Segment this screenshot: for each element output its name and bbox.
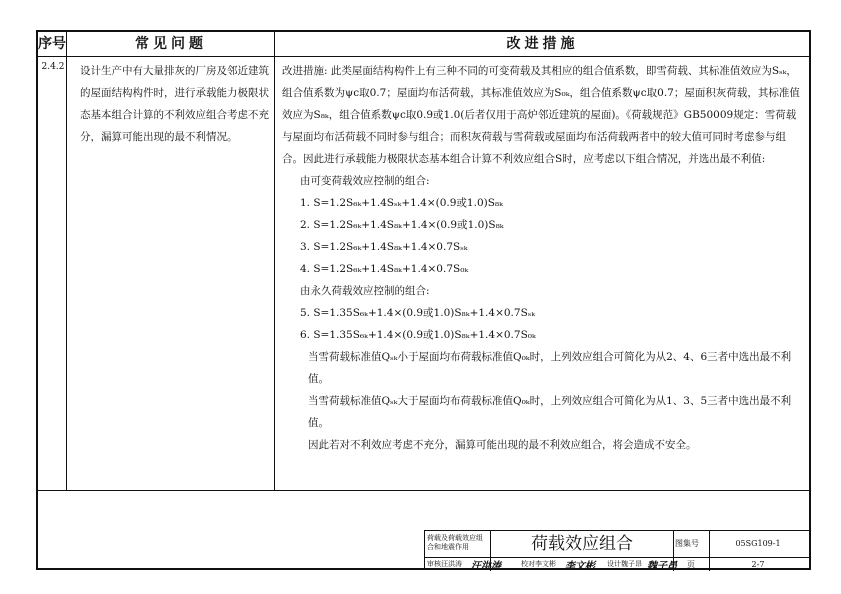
header-measures: 改进措施 — [506, 36, 579, 52]
designer-name: 魏子昂 — [621, 560, 642, 568]
reviewer-name: 汪洪涛 — [441, 560, 462, 568]
page-label: 页 — [687, 560, 695, 569]
title-block — [424, 530, 809, 570]
measure-paragraph: 3. S=1.2S₆ₖ+1.4S₈ₖ+1.4×0.7Sₛₖ — [300, 241, 468, 253]
header-problem: 常见问题 — [135, 36, 207, 52]
measures-text — [282, 60, 802, 456]
measure-paragraph: 4. S=1.2S₆ₖ+1.4S₈ₖ+1.4×0.7S₀ₖ — [300, 263, 469, 275]
table-header — [38, 32, 809, 57]
measure-paragraph: 因此若对不利效应考虑不充分，漏算可能出现的最不利效应组合，将会造成不安全。 — [308, 439, 697, 451]
row-number: 2.4.2 — [41, 62, 65, 72]
problem-text: 设计生产中有大量排灰的厂房及邻近建筑的屋面结构构件时，进行承载能力极限状态基本组合计算的不利效应组合考虑不充分，漏算可能出现的最不利情况。 — [80, 65, 269, 143]
measure-paragraph: 6. S=1.35S₆ₖ+1.4×(0.9或1.0)S₈ₖ+1.4×0.7S₀ₖ — [300, 329, 536, 341]
review-label: 审核 — [427, 560, 441, 568]
table-bottom-line — [38, 490, 809, 491]
checker-name: 李文彬 — [535, 560, 556, 568]
drawing-title: 荷载效应组合 — [531, 534, 633, 554]
measure-paragraph: 改进措施: 此类屋面结构构件上有三种不同的可变荷载及其相应的组合值系数，即雪荷载、其标准值效应为Sₛₖ，组合值系数为ψc取0.7；屋面均布活荷载，其标准值效应为S₀ₖ，组合值系数ψc取0.7；屋面积灰荷载，其标准值效应为S₈ₖ，组合值系数ψc取0.9或1.0(后者仅用于高炉邻近建筑的屋面)。《荷载规范》GB50009规定：雪荷载与屋面均布活荷载不同时参与组合；而积灰荷载与雪荷载或屋面均布活荷载两者中的较大值可同时考虑参与组合。因此进行承载能力极限状态基本组合计算不利效应组合S时，应考虑以下组合情况，并选出最不利值: — [282, 65, 800, 165]
atlas-label: 图集号 — [675, 539, 699, 548]
document-sheet — [36, 30, 811, 570]
measure-paragraph: 1. S=1.2S₆ₖ+1.4Sₛₖ+1.4×(0.9或1.0)S₈ₖ — [300, 197, 503, 209]
designer-signature: 魏子昂 — [647, 561, 677, 572]
page-number: 2-7 — [751, 560, 765, 569]
column-divider — [66, 32, 67, 490]
checker-signature: 李文彬 — [565, 561, 595, 572]
measure-paragraph: 当雪荷载标准值Qₛₖ大于屋面均布荷载标准值Q₀ₖ时，上列效应组合可简化为从1、3、5三者中选出最不利值。 — [308, 395, 792, 429]
measure-paragraph: 由可变荷载效应控制的组合: — [300, 175, 430, 187]
measure-paragraph: 当雪荷载标准值Qₛₖ小于屋面均布荷载标准值Q₀ₖ时，上列效应组合可简化为从2、4、6三者中选出最不利值。 — [308, 351, 792, 385]
reviewer-signature: 汪洪涛 — [471, 561, 501, 572]
measure-paragraph: 2. S=1.2S₆ₖ+1.4S₈ₖ+1.4×(0.9或1.0)S₈ₖ — [300, 219, 504, 231]
check-label: 校对 — [521, 560, 535, 568]
header-number: 序号 — [38, 36, 66, 52]
measure-paragraph: 由永久荷载效应控制的组合: — [300, 285, 430, 297]
design-label: 设计 — [607, 560, 621, 568]
atlas-number: 05SG109-1 — [735, 539, 781, 548]
column-divider — [274, 32, 275, 490]
category-label: 荷载及荷载效应组合和地震作用 — [427, 534, 483, 551]
measure-paragraph: 5. S=1.35S₆ₖ+1.4×(0.9或1.0)S₈ₖ+1.4×0.7Sₛₖ — [300, 307, 536, 319]
